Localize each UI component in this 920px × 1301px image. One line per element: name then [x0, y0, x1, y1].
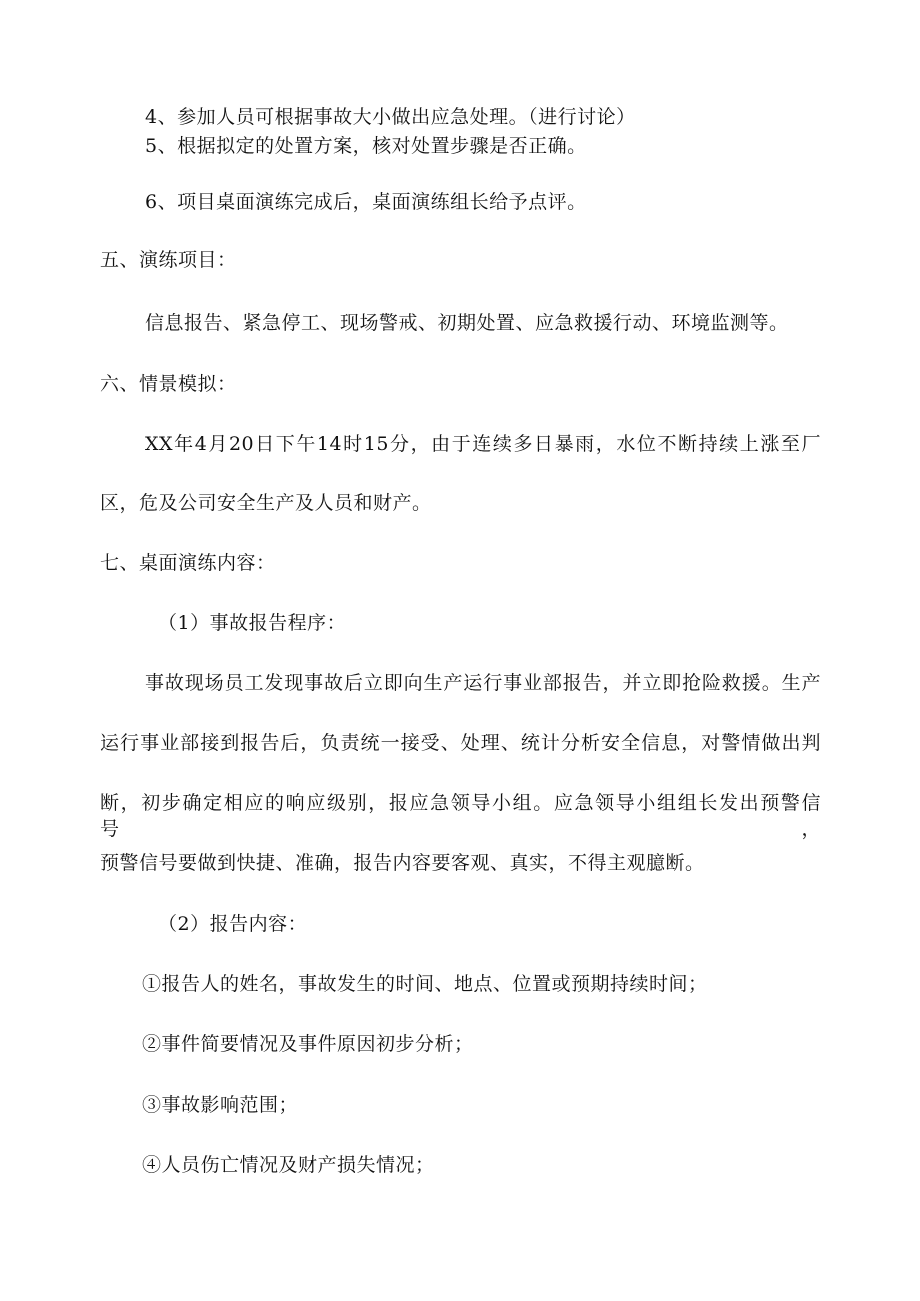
scenario-line-1: XX年4月20日下午14时15分，由于连续多日暴雨，水位不断持续上涨至厂 [145, 433, 821, 455]
procedure-line-4: 预警信号要做到快捷、准确，报告内容要客观、真实，不得主观臆断。 [100, 852, 705, 874]
section-7-heading: 七、桌面演练内容： [100, 552, 276, 574]
report-item-2: ②事件简要情况及事件原因初步分析； [142, 1033, 474, 1055]
report-item-1: ①报告人的姓名，事故发生的时间、地点、位置或预期持续时间； [142, 973, 708, 995]
procedure-line-2: 运行事业部接到报告后，负责统一接受、处理、统计分析安全信息，对警情做出判 [100, 732, 821, 754]
report-item-3: ③事故影响范围； [142, 1094, 299, 1116]
section-5-heading: 五、演练项目： [100, 249, 237, 271]
scenario-line-2: 区，危及公司安全生产及人员和财产。 [100, 492, 432, 514]
subsection-1-heading: （1）事故报告程序： [158, 612, 347, 634]
report-item-4: ④人员伤亡情况及财产损失情况； [142, 1154, 435, 1176]
procedure-line-1: 事故现场员工发现事故后立即向生产运行事业部报告，并立即抢险救援。生产 [145, 672, 821, 694]
step-6-text: 6、项目桌面演练完成后，桌面演练组长给予点评。 [145, 191, 587, 213]
step-5-text: 5、根据拟定的处置方案，核对处置步骤是否正确。 [145, 135, 587, 157]
step-4-text: 4、参加人员可根据事故大小做出应急处理。（进行讨论） [145, 106, 636, 128]
drill-items-text: 信息报告、紧急停工、现场警戒、初期处置、应急救援行动、环境监测等。 [145, 312, 789, 334]
subsection-2-heading: （2）报告内容： [158, 913, 308, 935]
procedure-line-3: 断，初步确定相应的响应级别，报应急领导小组。应急领导小组组长发出预警信号， [100, 792, 821, 840]
section-6-heading: 六、情景模拟： [100, 373, 237, 395]
